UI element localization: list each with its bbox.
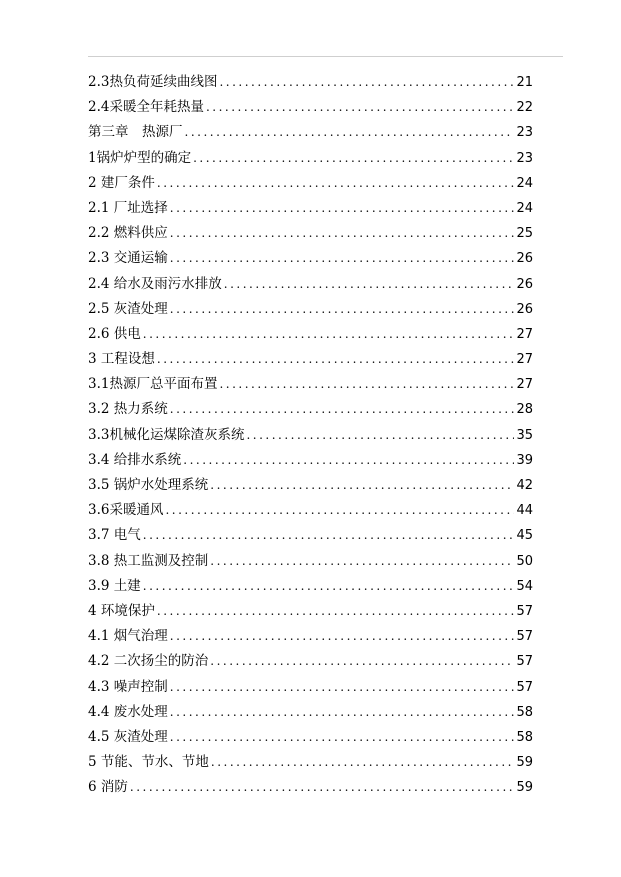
toc-dot-leader <box>157 599 515 624</box>
toc-entry-title: 2.4采暖全年耗热量 <box>88 99 204 116</box>
toc-entry[interactable] <box>88 448 533 473</box>
toc-entry[interactable] <box>88 272 533 297</box>
toc-entry-title: 3.3机械化运煤除渣灰系统 <box>88 426 245 443</box>
toc-entry-page-number: 27 <box>516 377 533 393</box>
toc-entry-title: 3.7 电气 <box>88 527 141 544</box>
toc-dot-leader <box>157 171 515 196</box>
toc-entry-page-number: 27 <box>516 326 533 342</box>
toc-dot-leader <box>210 473 514 498</box>
header-rule <box>88 56 563 57</box>
toc-dot-leader <box>211 750 515 775</box>
toc-entry-title: 4 环境保护 <box>88 602 155 619</box>
toc-entry[interactable] <box>88 523 533 548</box>
toc-entry-page-number: 23 <box>516 150 533 166</box>
toc-entry-page-number: 23 <box>516 125 533 141</box>
toc-entry-page-number: 42 <box>516 478 533 493</box>
toc-dot-leader <box>130 775 515 800</box>
toc-dot-leader <box>219 70 514 95</box>
toc-entry[interactable] <box>88 297 533 322</box>
toc-dot-leader <box>170 397 515 422</box>
toc-entry-page-number: 28 <box>516 402 533 418</box>
toc-entry-title: 5 节能、节水、节地 <box>88 754 209 771</box>
toc-entry-page-number: 35 <box>516 427 533 443</box>
toc-entry-page-number: 44 <box>516 503 533 519</box>
toc-dot-leader <box>170 675 515 700</box>
toc-entry[interactable] <box>88 70 533 95</box>
toc-dot-leader <box>143 523 515 548</box>
toc-entry-page-number: 57 <box>516 603 533 619</box>
toc-entry[interactable] <box>88 775 533 800</box>
toc-dot-leader <box>170 221 515 246</box>
toc-entry-title: 4.1 烟气治理 <box>88 628 168 645</box>
toc-entry-page-number: 50 <box>516 553 533 569</box>
toc-entry[interactable] <box>88 700 533 725</box>
toc-entry-title: 2.1 厂址选择 <box>88 199 168 216</box>
toc-entry-title: 2.6 供电 <box>88 325 141 342</box>
toc-entry-page-number: 54 <box>516 578 533 594</box>
toc-entry-title: 2.3热负荷延续曲线图 <box>88 74 218 90</box>
toc-entry-page-number: 26 <box>516 251 533 267</box>
toc-entry[interactable] <box>88 574 533 599</box>
toc-entry-title: 4.3 噪声控制 <box>88 678 168 695</box>
toc-entry[interactable] <box>88 397 533 422</box>
toc-dot-leader <box>219 372 514 397</box>
toc-entry-page-number: 57 <box>516 629 533 645</box>
table-of-contents <box>88 70 533 800</box>
toc-entry-title: 2 建厂条件 <box>88 174 155 191</box>
toc-dot-leader <box>170 700 515 725</box>
toc-entry-page-number: 21 <box>516 75 533 90</box>
toc-entry[interactable] <box>88 347 533 372</box>
toc-dot-leader <box>210 549 514 574</box>
toc-entry[interactable] <box>88 196 533 221</box>
toc-entry-page-number: 39 <box>516 452 533 468</box>
toc-entry-title: 1锅炉炉型的确定 <box>88 149 192 166</box>
toc-dot-leader <box>143 322 515 347</box>
toc-entry-title: 2.5 灰渣处理 <box>88 300 168 317</box>
toc-entry-title: 3.1热源厂总平面布置 <box>88 376 218 393</box>
toc-entry-title: 3.2 热力系统 <box>88 401 168 418</box>
toc-entry[interactable] <box>88 649 533 674</box>
toc-dot-leader <box>165 498 514 523</box>
toc-entry[interactable] <box>88 498 533 523</box>
toc-dot-leader <box>224 272 515 297</box>
toc-entry[interactable] <box>88 549 533 574</box>
toc-dot-leader <box>210 649 514 674</box>
toc-dot-leader <box>185 120 515 145</box>
toc-entry-page-number: 57 <box>516 679 533 695</box>
toc-entry[interactable] <box>88 750 533 775</box>
toc-dot-leader <box>170 297 515 322</box>
toc-entry-title: 4.5 灰渣处理 <box>88 728 168 745</box>
toc-entry-title: 4.4 废水处理 <box>88 703 168 720</box>
toc-dot-leader <box>170 624 515 649</box>
toc-entry-page-number: 26 <box>516 276 533 292</box>
toc-entry[interactable] <box>88 624 533 649</box>
toc-entry-page-number: 22 <box>516 100 533 116</box>
toc-entry-page-number: 57 <box>516 654 533 670</box>
toc-dot-leader <box>157 347 515 372</box>
toc-entry-title: 3.9 土建 <box>88 577 141 594</box>
toc-entry-page-number: 24 <box>516 175 533 191</box>
toc-entry[interactable] <box>88 246 533 271</box>
toc-entry-title: 3.4 给排水系统 <box>88 451 182 468</box>
toc-dot-leader <box>170 246 515 271</box>
toc-dot-leader <box>193 146 514 171</box>
toc-entry-page-number: 59 <box>516 780 533 796</box>
toc-entry-title: 6 消防 <box>88 779 128 796</box>
toc-entry-page-number: 58 <box>516 729 533 745</box>
toc-entry[interactable] <box>88 221 533 246</box>
toc-entry[interactable] <box>88 473 533 498</box>
toc-entry-title: 第三章 热源厂 <box>88 124 183 141</box>
toc-entry-page-number: 26 <box>516 301 533 317</box>
toc-entry-title: 3 工程设想 <box>88 351 155 368</box>
toc-entry-page-number: 27 <box>516 352 533 368</box>
toc-entry[interactable] <box>88 146 533 171</box>
toc-dot-leader <box>170 196 515 221</box>
toc-entry-page-number: 45 <box>516 528 533 544</box>
toc-entry[interactable] <box>88 599 533 624</box>
toc-entry[interactable] <box>88 95 533 120</box>
toc-entry-page-number: 58 <box>516 704 533 720</box>
toc-entry-title: 4.2 二次扬尘的防治 <box>88 653 209 670</box>
toc-dot-leader <box>206 95 514 120</box>
toc-entry[interactable] <box>88 372 533 397</box>
toc-entry-title: 3.5 锅炉水处理系统 <box>88 477 209 493</box>
toc-dot-leader <box>143 574 515 599</box>
toc-entry-title: 3.6采暖通风 <box>88 502 164 519</box>
toc-dot-leader <box>246 423 514 448</box>
toc-entry-title: 2.2 燃料供应 <box>88 225 168 242</box>
toc-entry[interactable] <box>88 725 533 750</box>
toc-entry[interactable] <box>88 120 533 145</box>
toc-entry[interactable] <box>88 322 533 347</box>
toc-entry-title: 2.4 给水及雨污水排放 <box>88 275 222 292</box>
toc-entry-page-number: 59 <box>516 755 533 771</box>
toc-entry[interactable] <box>88 675 533 700</box>
toc-entry-title: 3.8 热工监测及控制 <box>88 552 209 569</box>
toc-entry-title: 2.3 交通运输 <box>88 250 168 267</box>
toc-entry[interactable] <box>88 171 533 196</box>
toc-entry-page-number: 25 <box>516 226 533 242</box>
toc-entry-page-number: 24 <box>516 200 533 216</box>
toc-dot-leader <box>170 725 515 750</box>
toc-dot-leader <box>183 448 514 473</box>
toc-entry[interactable] <box>88 423 533 448</box>
